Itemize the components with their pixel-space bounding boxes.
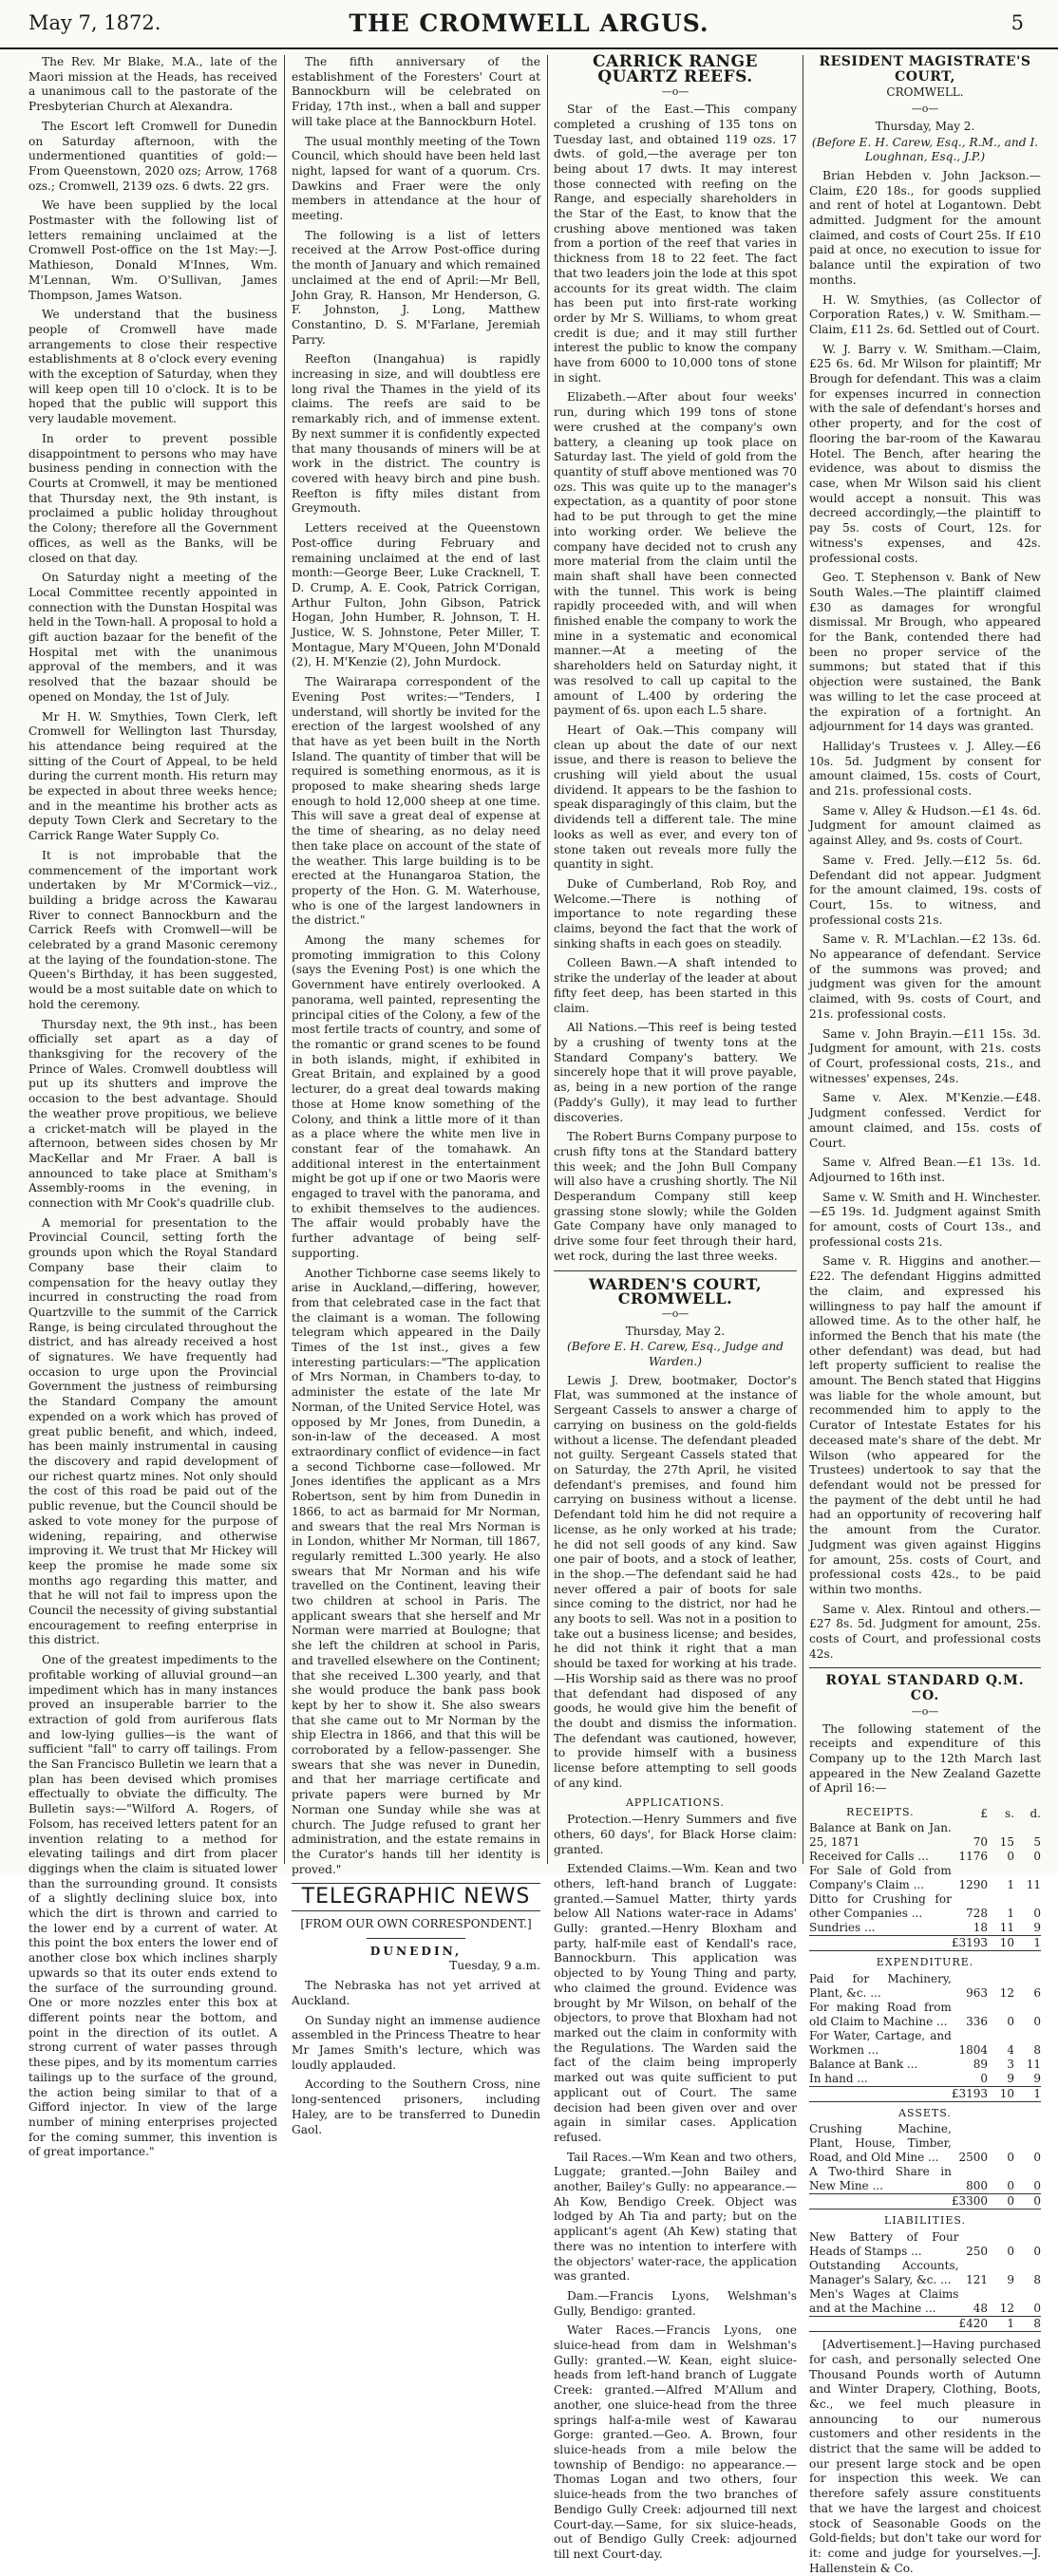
account-label: Balance at Bank on Jan. 25, 1871 [809,1821,952,1850]
amount-pounds: 250 [966,2245,988,2259]
account-label: New Battery of Four Heads of Stamps ... [809,2230,959,2259]
currency-pence-header: d. [1030,1807,1041,1821]
column-rule [547,55,548,1864]
applications-heading: APPLICATIONS. [625,1796,726,1810]
column-rule [284,55,285,1864]
news-paragraph: Among the many schemes for promoting immigration to this Colony (says the Evening Post) is one which the Government have entirely overlooked. A panorama, well painted, representing the principal cities of the Colony, a few of the most fertile tracts of country, and some of the romantic or grand scenes to be found in both islands, might, if exhibited in Great Britain, and explained by a good lecturer, do a great deal towards making those at Home know something of the Colony, and think a little more of it than as a place where the white men live in constant fear of the tomahawk. An additional interest in the entertainment might be got up if one or two Maoris were engaged to travel with the panorama, and to exhibit themselves to the audiences. The affair would probably have the further advantage of being self-supporting. [292,933,540,1260]
issue-date: May 7, 1872. [28,11,161,34]
news-paragraph: In order to prevent possible disappointment to persons who may have business pending in connection with the Courts at Cromwell, it may be mentioned that Thursday next, the 9th instant, is proclaimed a public holiday throughout the Colony; therefore all the Government offices, as well as the Banks, will be closed on that day. [28,431,277,565]
section-heading-carrick: CARRICK RANGE QUARTZ REEFS. [593,52,758,86]
assets-heading: ASSETS. [898,2106,952,2119]
amount-shillings: 0 [1007,2014,1014,2028]
telegraph-time: Tuesday, 9 a.m. [449,1959,540,1973]
application-paragraph: Dam.—Francis Lyons, Welshman's Gully, Bendigo: granted. [554,2288,797,2318]
page-number: 5 [1011,11,1024,34]
account-label: For Sale of Gold from Company's Claim ... [809,1864,952,1892]
amount-pence: 0 [1033,2302,1041,2316]
amount-shillings: 12 [999,1985,1014,2000]
report-paragraph: Heart of Oak.—This company will clean up about the date of our next issue, and there is reason to believe the crushing will yield about the usual dividend. It appears to be the fashion to speak disparagingly of this claim, but the dividends tell a different tale. The mine looks as well as ever, and every ton of stone taken out reveals more fully the quantity in sight. [554,723,797,872]
masthead [0,0,1058,49]
account-row [809,1864,1041,1892]
receipts-heading: RECEIPTS. [846,1806,915,1819]
expenditure-rows [809,1972,1041,2087]
case-paragraph: Same v. Alex. Rintoul and others.—£27 8s. 5d. Judgment for amount, 25s. costs of Court, and professional costs 42s. [809,1602,1041,1661]
amount-pence: 9 [1033,2071,1041,2085]
amount-pence: 11 [1026,1878,1041,1892]
total-pence: 8 [1014,2317,1041,2332]
amount-pounds: 963 [966,1985,988,2000]
section-heading-rm-court: RESIDENT MAGISTRATE'S COURT, [819,54,1031,85]
account-row [809,2029,1041,2058]
account-label: Paid for Machinery, Plant, &c. ... [809,1971,952,2000]
news-paragraph: Reefton (Inangahua) is rapidly increasing in size, and will doubtless ere long rival the Thames in the yield of its claims. The reefs are said to be remarkably rich, and of immense extent. By next summer it is confidently expected that many thousands of miners will be at work in the district. The country is covered with heavy birch and pine bush. Reefton is fifty miles distant from Greymouth. [292,352,540,516]
total-pence: 0 [1014,2194,1041,2209]
news-paragraph: The Wairarapa correspondent of the Evening Post writes:—"Tenders, I understand, will shortly be invited for the erection of the largest woolshed of any that have as yet been built in the North Island. The quantity of timber that will be required is something enormous, as it is proposed to make shearing sheds large enough to hold 12,000 sheep at one time. This will save a great deal of expense at the time of shearing, as no delay need then take place on account of the state of the weather. This large building is to be erected at the Hunangaroa Station, the property of the Hon. G. M. Waterhouse, who is one of the largest landowners in the district." [292,675,540,928]
news-paragraph: Thursday next, the 9th inst., has been officially set apart as a day of thanksgiving for the recovery of the Prince of Wales. Cromwell doubtless will put up its shutters and improve the occasion to the best advantage. Should the weather prove propitious, we believe a cricket-match will be played in the afternoon, between sides chosen by Mr MacKellar and Mr Fraer. A ball is announced to take place at Smitham's Assembly-rooms in the evening, in connection with Mr Cook's quadrille club. [28,1017,277,1211]
account-row [809,1850,1041,1864]
amount-pence: 9 [1033,1921,1041,1935]
application-paragraph: Water Races.—Francis Lyons, one sluice-head from dam in Welshman's Gully: granted.—W. Kean, eight sluice-heads from left-hand branch of Luggate Creek: granted.—Alfred M'Allum and another, one sluice-head from the three springs half-a-mile west of Kawarau Gorge: granted.—Geo. A. Brown, four sluice-heads from a mile below the township of Bendigo: no appearance.—Thomas Logan and two others, four sluice-heads from the two branches of Bendigo Gully Creek: adjourned till next Court-day.—Same, for six sluice-heads, out of Bendigo Gully Creek: adjourned till next Court-day. [554,2323,797,2561]
account-row [809,1972,1041,2001]
case-paragraph: Brian Hebden v. John Jackson.—Claim, £20 18s., for goods supplied and rent of hotel at Logantown. Debt admitted. Judgment for the amount claimed, and costs of Court 25s. If £10 paid at once, no execution to issue for balance until the expiration of two months. [809,168,1041,287]
account-row [809,2122,1041,2165]
assets-rows [809,2122,1041,2194]
account-label: Received for Calls ... [809,1850,929,1864]
report-paragraph: Colleen Bawn.—A shaft intended to strike the underlay of the leader at about fifty feet deep, has been started in this claim. [554,956,797,1015]
amount-pounds: 800 [966,2179,988,2193]
account-label: Men's Wages at Claims and at the Machine ... [809,2287,959,2316]
amount-shillings: 9 [1007,2273,1014,2287]
application-paragraph: Tail Races.—Wm Kean and two others, Luggate; granted.—John Bailey and another, Bailey's Gully: no appearance.—Ah Kow, Bendigo Creek. Object was lodged by Ah Tia and party; but on the applicant's agent (Ah Kew) stating that there was no intention to interfere with the objectors' water-race, the application was granted. [554,2150,797,2284]
amount-shillings: 4 [1007,2042,1014,2057]
expenditure-table [809,1972,1041,2102]
amount-pounds: 1804 [958,2042,988,2057]
receipts-rows [809,1821,1041,1936]
amount-shillings: 15 [999,1835,1014,1850]
total-pounds: £3193 [951,2086,988,2100]
court-date: Thursday, May 2. [875,119,975,133]
case-paragraph: Same v. R. M'Lachlan.—£2 13s. 6d. No appearance of defendant. Service of the summons was proved; and judgment was given for the amount claimed, with 9s. costs of Court, and 21s. professional costs. [809,932,1041,1021]
news-paragraph: We have been supplied by the local Postmaster with the following list of letters remaining unclaimed at the Cromwell Post-office on the 1st May:—J. Mathieson, Donald M'Innes, Wm. M'Lennan, Wm. O'Sullivan, James Thompson, James Watson. [28,198,277,302]
news-paragraph: Letters received at the Queenstown Post-office during February and remaining unclaimed at the end of last month:—George Beer, Luke Cracknell, T. D. Crump, A. E. Cook, Patrick Corrigan, Arthur Fulton, John Gibson, Patrick Hogan, John Humber, R. Johnson, T. H. Justice, W. S. Johnstone, Peter Miller, T. Montague, Mary M'Queen, John M'Donald (2), H. M'Kenzie (2), John Murdock. [292,521,541,669]
telegraph-paragraph: On Sunday night an immense audience assembled in the Princess Theatre to hear Mr James Smith's lecture, which was loudly applauded. [292,2013,540,2072]
case-paragraph: Same v. W. Smith and H. Winchester.—£5 19s. 1d. Judgment against Smith for amount, costs of Court 13s., and professional costs 21s. [809,1190,1041,1249]
account-label: A Two-third Share in New Mine ... [809,2165,952,2193]
court-paragraph: Lewis J. Drew, bootmaker, Doctor's Flat, was summoned at the instance of Sergeant Cassels to answer a charge of carrying on business on the gold-fields without a license. The defendant pleaded not guilty. Sergeant Cassels stated that on Saturday, the 27th April, he visited defendant's premises, and found him carrying on business without a license. Defendant told him he did not require a license, as he only worked at his trade; he did not sell goods of any kind. Saw one pair of boots, and a stock of leather, in the shop.—The defendant said he had never offered a pair of boots for sale since coming to the district, nor had he any boots to sell. Was not in a position to take out a business license; and besides, he did not think it right that a man should be taxed for working at his trade.—His Worship said as there was no proof that defendant had disposed of any goods, he would give him the benefit of the doubt and dismiss the information. The defendant was cautioned, however, to provide himself with a business license before attempting to sell goods of any kind. [554,1373,797,1790]
newspaper-title: THE CROMWELL ARGUS. [349,9,709,37]
divider [367,1938,466,1939]
rm-place: CROMWELL. [886,85,964,100]
case-paragraph: H. W. Smythies, (as Collector of Corporation Rates,) v. W. Smitham.—Claim, £11 2s. 6d. Settled out of Court. [809,292,1041,336]
currency-pounds-header: £ [980,1807,988,1821]
table-cell [809,1801,952,1821]
application-paragraph: Protection.—Henry Summers and five others, 60 days', for Black Horse claim: granted. [554,1813,797,1856]
ornament: —o— [911,1704,939,1718]
amount-pounds: 1290 [958,1878,988,1892]
table-header-row [809,1801,1041,1821]
column-2 [292,55,541,2136]
liabilities-heading: LIABILITIES. [883,2214,967,2228]
telegraphic-news-heading: TELEGRAPHIC NEWS [292,1883,540,1911]
table-cell [809,2194,952,2209]
column-1 [28,55,277,2159]
total-shillings: 10 [988,1936,1014,1951]
case-paragraph: Geo. T. Stephenson v. Bank of New South Wales.—The plaintiff claimed £30 as damages for wrongful dismissal. Mr Brough, who appeared for the Bank, contended there had been no proper service of the summons; but stated that if this objection were sustained, the Bank was willing to let the case proceed at the expiration of a fortnight. An adjournment for 14 days was granted. [809,571,1041,734]
table-cell [809,2086,952,2101]
amount-pence: 0 [1033,2245,1041,2259]
amount-pounds: 1176 [958,1850,988,1864]
divider [554,1270,797,1271]
advertisement-paragraph: [Advertisement.]—Having purchased for cash, and personally selected One Thousand Pounds worth of Autumn and Winter Drapery, Clothing, Boots, &c., we feel much pleasure in announcing to our numerous customers and other residents in the district that the same will be added to our present large stock and be open for inspection this week. We can therefore safely assure constituents that we have the largest and choicest stock of Seasonable Goods on the Gold-fields; but don't take our word for it: come and judge for yourselves.—J. Hallenstein & Co. [809,2338,1041,2575]
amount-pence: 5 [1033,1835,1041,1850]
report-paragraph: Elizabeth.—After about four weeks' run, during which 199 tons of stone were crushed at the company's own battery, a cleaning up took place on Saturday last. The yield of gold from the quantity of stuff above mentioned was 70 ozs. This was quite up to the manager's expectation, as a quantity of poor stone had to be put through to get the mine into working order. We believe the company have decided not to crush any more material from the claim until the main shaft shall have been connected with the tunnel. This work is being rapidly proceeded with, and will when finished enable the company to work the mine in a systematic and economical manner.—At a meeting of the shareholders held on Saturday night, it was resolved to call up capital to the amount of L.400 by ordering the payment of 6s. upon each L.5 share. [554,390,797,718]
liabilities-table [809,2230,1041,2332]
account-row [809,2058,1041,2072]
section-heading-royal-standard: ROYAL STANDARD Q.M. CO. [825,1673,1025,1704]
court-before: (Before E. H. Carew, Esq., R.M., and I. Loughnan, Esq., J.P.) [811,135,1039,164]
expenditure-total-row [809,2086,1041,2101]
amount-pence: 8 [1033,2273,1041,2287]
total-pence: 1 [1014,2086,1041,2101]
table-cell [809,2317,958,2332]
receipts-total-row [809,1936,1041,1951]
liabilities-rows [809,2230,1041,2317]
amount-pounds: 0 [980,2071,988,2085]
amount-pence: 0 [1033,1850,1041,1864]
news-paragraph: The Escort left Cromwell for Dunedin on Saturday afternoon, with the undermentioned quantities of gold:—From Queenstown, 2020 ozs; Arrow, 1768 ozs.; Cromwell, 2139 ozs. 6 dwts. 22 grs. [28,119,277,193]
case-paragraph: Halliday's Trustees v. J. Alley.—£6 10s. 5d. Judgment by consent for amount claimed, 15s. costs of Court, and 21s. professional costs. [809,739,1041,799]
total-shillings: 0 [988,2194,1014,2209]
amount-pounds: 336 [966,2014,988,2028]
account-label: Outstanding Accounts, Manager's Salary, &c. ... [809,2259,959,2287]
amount-pence: 0 [1033,2151,1041,2165]
news-paragraph: It is not improbable that the commencement of the important work undertaken by Mr M'Cormick—viz., building a bridge across the Kawarau River to connect Bannockburn and the Carrick Reefs with Cromwell—will be celebrated by a grand Masonic ceremony at the laying of the foundation-stone. The Queen's Birthday, it has been suggested, would be a most suitable date on which to hold the ceremony. [28,848,277,1011]
news-paragraph: On Saturday night a meeting of the Local Committee recently appointed in connection with the Dunstan Hospital was held in the Town-hall. A proposal to hold a gift auction bazaar for the benefit of the Hospital met with the unanimous approval of the members, and it was resolved that the bazaar should be opened on Monday, the 1st of July. [28,571,277,704]
divider [809,1667,1041,1668]
account-label: Ditto for Crushing for other Companies ... [809,1892,952,1921]
account-row [809,1892,1041,1921]
amount-pence: 0 [1033,2014,1041,2028]
case-paragraph: Same v. John Brayin.—£11 15s. 3d. Judgment for amount, with 21s. costs of Court, professional costs, 21s., and witnesses' expenses, 24s. [809,1026,1041,1085]
amount-shillings: 1 [1007,1878,1014,1892]
news-paragraph: One of the greatest impediments to the profitable working of alluvial ground—an impediment which has in many instances proved an insuperable barrier to the extraction of gold from auriferous flats and low-lying gullies—is the want of sufficient "fall" to carry off tailings. From the San Francisco Bulletin we learn that a plan has been devised which promises effectually to obviate the difficulty. The Bulletin says:—"Wilford A. Rogers, of Folsom, has received letters patent for an invention relating to a method for elevating tailings and dirt from placer diggings when the claim is situated lower than the surrounding ground. It consists of a slightly declining sluice box, into which the dirt is thrown and carried to the lower end by a current of water. At this point the box enters the lower end of another close box which inclines sharply upwards so that its outer ends extend to the surface of the surrounding ground. One or more nozzles enter this box at different points near the bottom, and point in the direction of its outlet. A strong current of water passes through these pipes, and by its momentum carries tailings up to the surface of the ground, the action being similar to that of a Gifford injector. In view of the large number of mining enterprises projected for the coming summer, this invention is of great importance." [28,1653,277,2159]
column-4 [809,54,1041,2575]
currency-shillings-header: s. [1005,1807,1014,1821]
total-pounds: £420 [958,2317,988,2331]
court-before: (Before E. H. Carew, Esq., Judge and Warden.) [567,1340,784,1369]
amount-pounds: 18 [973,1921,988,1935]
amount-shillings: 9 [1007,2071,1014,2085]
report-paragraph: All Nations.—This reef is being tested by a crushing of twenty tons at the Standard Company's battery. We sincerely hope that it will prove payable, as, being in a new portion of the range (Paddy's Gully), it may lead to further discoveries. [554,1021,797,1124]
amount-shillings: 0 [1007,2245,1014,2259]
case-paragraph: Same v. Fred. Jelly.—£12 5s. 6d. Defendant did not appear. Judgment for the amount claimed, 19s. costs of Court, 15s. to witness, and professional costs 21s. [809,853,1041,927]
news-paragraph: We understand that the business people of Cromwell have made arrangements to close their respective establishments at 8 o'clock every evening with the exception of Saturday, when they will keep open till 10 o'clock. It is to be hoped that the public will support this very laudable movement. [28,308,277,426]
ornament: —o— [911,103,939,116]
account-row [809,2165,1041,2194]
case-paragraph: Same v. Alfred Bean.—£1 13s. 1d. Adjourned to 16th inst. [809,1156,1041,1184]
report-paragraph: Duke of Cumberland, Rob Roy, and Welcome.—There is nothing of importance to note regarding these claims, beyond the fact that the work of sinking shafts in each goes on steadily. [554,876,797,950]
account-row [809,2287,1041,2317]
total-shillings: 1 [988,2317,1014,2332]
application-paragraph: Extended Claims.—Wm. Kean and two others, left-hand branch of Luggate: granted.—Samuel Matter, thirty yards below All Nations water-race in Adams' Gully: granted.—Henry Bloxham and party, half-mile east of Kendall's race, Bannockburn. This application was objected to by Young Thing and party, who claimed the ground. Evidence was brought by Mr Wilson, on behalf of the objectors, to prove that Bloxham had not marked out the claim in conformity with the Regulations. The Warden said the fact of the claim being improperly marked out was quite sufficient to put applicant out of Court. The same decision had been given over and over again in similar cases. Application refused. [554,1862,797,2144]
statement-intro: The following statement of the receipts and expenditure of this Company up to the 12th March last appeared in the New Zealand Gazette of April 16:— [809,1721,1041,1796]
amount-pence: 0 [1033,1907,1041,1921]
expenditure-heading: EXPENDITURE. [876,1956,974,1969]
total-pence: 1 [1014,1936,1041,1951]
amount-pence: 8 [1033,2042,1041,2057]
amount-pounds: 121 [966,2273,988,2287]
telegraph-city: DUNEDIN, [369,1944,463,1958]
account-row [809,2072,1041,2087]
account-label: Sundries ... [809,1921,876,1935]
assets-table [809,2122,1041,2209]
amount-pounds: 70 [973,1835,988,1850]
ornament: —o— [661,85,690,99]
amount-shillings: 1 [1007,1907,1014,1921]
news-paragraph: A memorial for presentation to the Provincial Council, setting forth the grounds upon which the Royal Standard Company base their claim to compensation for the heavy outlay they incurred in constructing the road from Quartzville to the summit of the Carrick Range, is being circulated throughout the district, and has already received a host of signatures. We have frequently had occasion to urge upon the Provincial Government the justness of reimbursing the Standard Company the amount expended on a work which has proved of great public benefit, and which, indeed, has been mainly instrumental in causing the discovery and rapid development of our richest quartz mines. Not only should the cost of this road be paid out of the public revenue, but the Council should be asked to vote money for the purpose of widening, repairing, and otherwise improving it. We trust that Mr Hickey will keep the promise he made some six months ago regarding this matter, and that he will not fail to impress upon the Council the necessity of giving substantial encouragement to reefing enterprise in this district. [28,1215,277,1647]
account-row [809,2230,1041,2259]
amount-pence: 0 [1033,2179,1041,2193]
account-row [809,1821,1041,1850]
assets-total-row [809,2194,1041,2209]
report-paragraph: Star of the East.—This company completed a crushing of 135 tons on Tuesday last, and obtained 119 ozs. 17 dwts. of gold,—the average per ton being about 17 dwts. It may interest those connected with reefing on the Range, and especially shareholders in the Star of the East, to know that the crushing above mentioned was taken from a portion of the reef that varies in thickness from 18 to 22 feet. The fact that two leaders join the lode at this spot accounts for its great width. The claim has been put into first-rate working order by Mr S. Williams, to whom great credit is due; and it may still further interest the public to know the company have from 6000 to 10,000 tons of stone in sight. [554,103,797,385]
amount-pounds: 48 [973,2302,988,2316]
amount-pounds: 728 [966,1907,988,1921]
amount-shillings: 11 [999,1921,1014,1935]
amount-shillings: 3 [1007,2057,1014,2071]
news-paragraph: The Rev. Mr Blake, M.A., late of the Maori mission at the Heads, has received a unanimous call to the pastorate of the Presbyterian Church at Alexandra. [28,55,277,114]
telegraph-byline: [FROM OUR OWN CORRESPONDENT.] [300,1917,532,1931]
account-label: In hand ... [809,2071,868,2085]
total-shillings: 10 [988,2086,1014,2101]
case-paragraph: Same v. Alley & Hudson.—£1 4s. 6d. Judgment for amount claimed as against Alley, and 9s. costs of Court. [809,803,1041,848]
amount-shillings: 0 [1007,1850,1014,1864]
receipts-table [809,1801,1041,1951]
account-label: For Water, Cartage, and Workmen ... [809,2028,952,2057]
news-paragraph: Mr H. W. Smythies, Town Clerk, left Cromwell for Wellington last Thursday, his attendance being required at the sitting of the Court of Appeal, to be held during the current month. His return may be expected in about three weeks hence; and in the meantime his brother acts as deputy Town Clerk and Secretary to the Carrick Range Water Supply Co. [28,709,277,843]
total-pounds: £3193 [951,1936,988,1950]
section-heading-warden: WARDEN'S COURT, CROMWELL. [588,1274,763,1308]
table-cell [809,1936,952,1951]
telegraph-paragraph: According to the Southern Cross, nine long-sentenced prisoners, including Haley, are to be transferred to Dunedin Gaol. [292,2078,540,2136]
column-3 [554,52,797,2561]
account-row [809,2001,1041,2029]
news-paragraph: The usual monthly meeting of the Town Council, which should have been held last night, lapsed for want of a quorum. Crs. Dawkins and Fraer were the only members in attendance at the hour of meeting. [292,134,540,223]
news-paragraph: The following is a list of letters received at the Arrow Post-office during the month of January and which remained unclaimed at the end of April:—Mr Bell, John Gray, R. Hanson, Mr Henderson, G. F. Johnston, J. Long, Matthew Constantino, D. S. M'Farlane, Jeremiah Parry. [292,228,540,347]
amount-pounds: 2500 [958,2151,988,2165]
account-row [809,2259,1041,2287]
account-label: Crushing Machine, Plant, House, Timber, Road, and Old Mine ... [809,2122,952,2165]
court-date: Thursday, May 2. [625,1324,726,1338]
amount-shillings: 12 [999,2302,1014,2316]
telegraph-paragraph: The Nebraska has not yet arrived at Auckland. [292,1979,540,2007]
total-pounds: £3300 [951,2194,988,2209]
report-paragraph: The Robert Burns Company purpose to crush fifty tons at the Standard battery this week; and the John Bull Company will also have a crushing shortly. The Nil Desperandum Company still keep grassing stone slowly; while the Golden Gate Company have only managed to drive some four feet through their hard, wet rock, during the last three weeks. [554,1130,797,1263]
account-label: For making Road from old Claim to Machine ... [809,2000,952,2028]
news-paragraph: Another Tichborne case seems likely to arise in Auckland,—differing, however, from that celebrated case in the fact that the claimant is a woman. The following telegram which appeared in the Daily Times of the 1st inst., gives a few interesting particulars:—"The application of Mrs Norman, in Chambers to-day, to administer the estate of the late Mr Norman, of the United Service Hotel, was opposed by Mr Jones, from Dunedin, a son-in-law of the deceased. A most extraordinary conflict of evidence—in fact a second Tichborne case—followed. Mr Jones identifies the applicant as a Mrs Robertson, sent by him from Dunedin in 1866, to act as barmaid for Mr Norman, and swears that the real Mrs Norman is in London, whither Mr Norman, till 1867, regularly remitted L.300 yearly. He also swears that Mr Norman and his wife travelled on the Continent, leaving their two children at school in Paris. The applicant swears that she herself and Mr Norman were married at Boulogne; that she left the children at school in Paris, and travelled elsewhere on the Continent; that she received L.300 yearly, and that she would produce the bank pass book kept by her to show it. She also swears that she came out to Mr Norman by the ship Electra in 1866, and that this will be corroborated by a fellow-passenger. She swears that she was never in Dunedin, and that her marriage certificate and private papers were burned by Mr Norman one Sunday while she was at church. The Judge refused to grant her administration, and the estate remains in the Curator's hands till her identity is proved." [292,1266,540,1876]
account-label: Balance at Bank ... [809,2057,918,2071]
amount-pence: 6 [1033,1985,1041,2000]
amount-pence: 11 [1026,2057,1041,2071]
case-paragraph: W. J. Barry v. W. Smitham.—Claim, £25 6s. 6d. Mr Wilson for plaintiff; Mr Brough for defendant. This was a claim for expenses incurred in connection with the sale of defendant's horses and other property, and for the cost of flooring the bar-room of the Kawarau Hotel. The Bench, after hearing the evidence, was about to dismiss the case, when Mr Wilson said his client would accept a nonsuit. This was decreed accordingly,—the plaintiff to pay 5s. costs of Court, 12s. for witness's expenses, and 42s. professional costs. [809,342,1041,565]
ornament: —o— [661,1307,690,1320]
amount-pounds: 89 [973,2057,988,2071]
case-paragraph: Same v. Alex. M'Kenzie.—£48. Judgment confessed. Verdict for amount claimed, and 15s. costs of Court. [809,1091,1041,1150]
amount-shillings: 0 [1007,2179,1014,2193]
amount-shillings: 0 [1007,2151,1014,2165]
liabilities-total-row [809,2317,1041,2332]
news-paragraph: The fifth anniversary of the establishment of the Foresters' Court at Bannockburn will be celebrated on Friday, 17th inst., when a ball and supper will take place at the Bannockburn Hotel. [292,55,540,128]
account-row [809,1921,1041,1936]
case-paragraph: Same v. R. Higgins and another.—£22. The defendant Higgins admitted the claim, and expressed his willingness to pay half the amount if allowed time. As to the other half, he informed the Bench that his mate (the other defendant) was dead, but had left property sufficient to realise the amount. The Bench stated that Higgins was liable for the whole amount, but recommended him to apply to the Curator of Intestate Estates for his deceased mate's share of the debt. Mr Wilson (who appeared for the Trustees) undertook to say that the defendant would not be pressed for the payment of the debt until he had had an opportunity of recovering half the amount from the Curator. Judgment was given against Higgins for amount, 25s. costs of Court, and professional costs 42s., to be paid within two months. [809,1254,1041,1596]
